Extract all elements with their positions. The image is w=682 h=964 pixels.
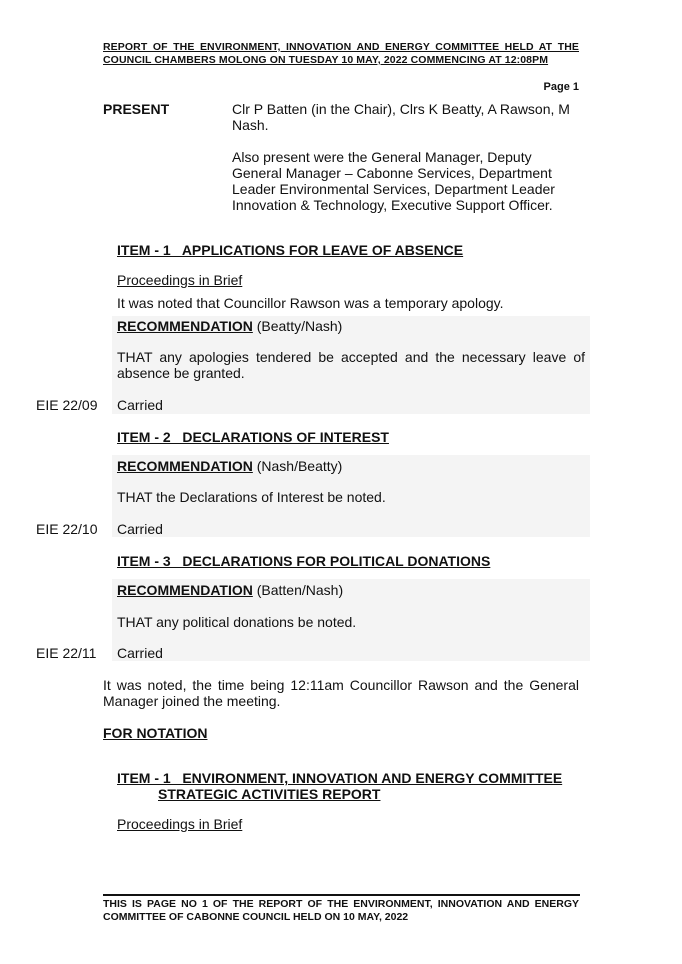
item-2-heading-text: ITEM - 2 DECLARATIONS OF INTEREST bbox=[117, 429, 389, 445]
footer-rule bbox=[103, 894, 580, 896]
item-1-recommendation-text: THAT any apologies tendered be accepted and the necessary leave of absence be granted. bbox=[117, 349, 585, 381]
meeting-note: It was noted, the time being 12:11am Councillor Rawson and the General Manager joined the meeting. bbox=[103, 677, 579, 709]
present-label: PRESENT bbox=[103, 101, 170, 117]
item-2-recommendation-text: THAT the Declarations of Interest be noted. bbox=[117, 489, 386, 505]
item-3-result: Carried bbox=[117, 645, 163, 661]
item-1-proceedings-label: Proceedings in Brief bbox=[117, 272, 243, 288]
item-1-result: Carried bbox=[117, 397, 163, 413]
item-3-minute-code: EIE 22/11 bbox=[36, 645, 97, 661]
footer-text: THIS IS PAGE NO 1 OF THE REPORT OF THE ENVIRONMENT, INNOVATION AND ENERGY COMMITTEE OF CABONNE COUNCIL HELD ON 10 MAY, 2022 bbox=[103, 898, 579, 923]
report-title: REPORT OF THE ENVIRONMENT, INNOVATION AND ENERGY COMMITTEE HELD AT THE COUNCIL CHAMBERS MOLONG ON TUESDAY 10 MAY, 2022 COMMENCING AT 12:08PM bbox=[103, 41, 579, 66]
recommendation-movers: (Nash/Beatty) bbox=[252, 458, 343, 474]
item-2-result: Carried bbox=[117, 521, 163, 537]
item-3-heading-text: ITEM - 3 DECLARATIONS FOR POLITICAL DONATIONS bbox=[117, 553, 491, 569]
item-2-minute-code: EIE 22/10 bbox=[36, 521, 98, 537]
present-attendees: Clr P Batten (in the Chair), Clrs K Beatty, A Rawson, M Nash. bbox=[232, 101, 570, 133]
recommendation-movers: (Beatty/Nash) bbox=[252, 318, 343, 334]
item-3-recommendation bbox=[117, 582, 343, 598]
for-notation-heading: FOR NOTATION bbox=[103, 725, 208, 741]
page-number: Page 1 bbox=[543, 81, 579, 93]
recommendation-label: RECOMMENDATION bbox=[117, 582, 253, 598]
item-1-minute-code: EIE 22/09 bbox=[36, 397, 98, 413]
item-1-recommendation bbox=[117, 318, 342, 334]
also-present: Also present were the General Manager, Deputy General Manager – Cabonne Services, Department Leader Environmental Services, Department Leader Innovation & Technology, Executive Support Officer. bbox=[232, 149, 555, 213]
item-2-heading bbox=[117, 429, 389, 445]
recommendation-movers: (Batten/Nash) bbox=[252, 582, 344, 598]
item-3-heading bbox=[117, 553, 490, 569]
notation-item-1-heading bbox=[117, 770, 562, 802]
recommendation-label: RECOMMENDATION bbox=[117, 458, 253, 474]
recommendation-label: RECOMMENDATION bbox=[117, 318, 253, 334]
item-1-heading-text: ITEM - 1 APPLICATIONS FOR LEAVE OF ABSENCE bbox=[117, 242, 464, 258]
notation-item-heading-line1: ITEM - 1 ENVIRONMENT, INNOVATION AND ENERGY COMMITTEE bbox=[117, 770, 563, 786]
item-1-proceedings-text: It was noted that Councillor Rawson was a temporary apology. bbox=[117, 295, 504, 311]
notation-item-heading-line2: STRATEGIC ACTIVITIES REPORT bbox=[158, 786, 381, 802]
item-2-recommendation bbox=[117, 458, 342, 474]
item-1-heading bbox=[117, 242, 463, 258]
item-3-recommendation-text: THAT any political donations be noted. bbox=[117, 614, 357, 630]
notation-proceedings-label: Proceedings in Brief bbox=[117, 816, 243, 832]
